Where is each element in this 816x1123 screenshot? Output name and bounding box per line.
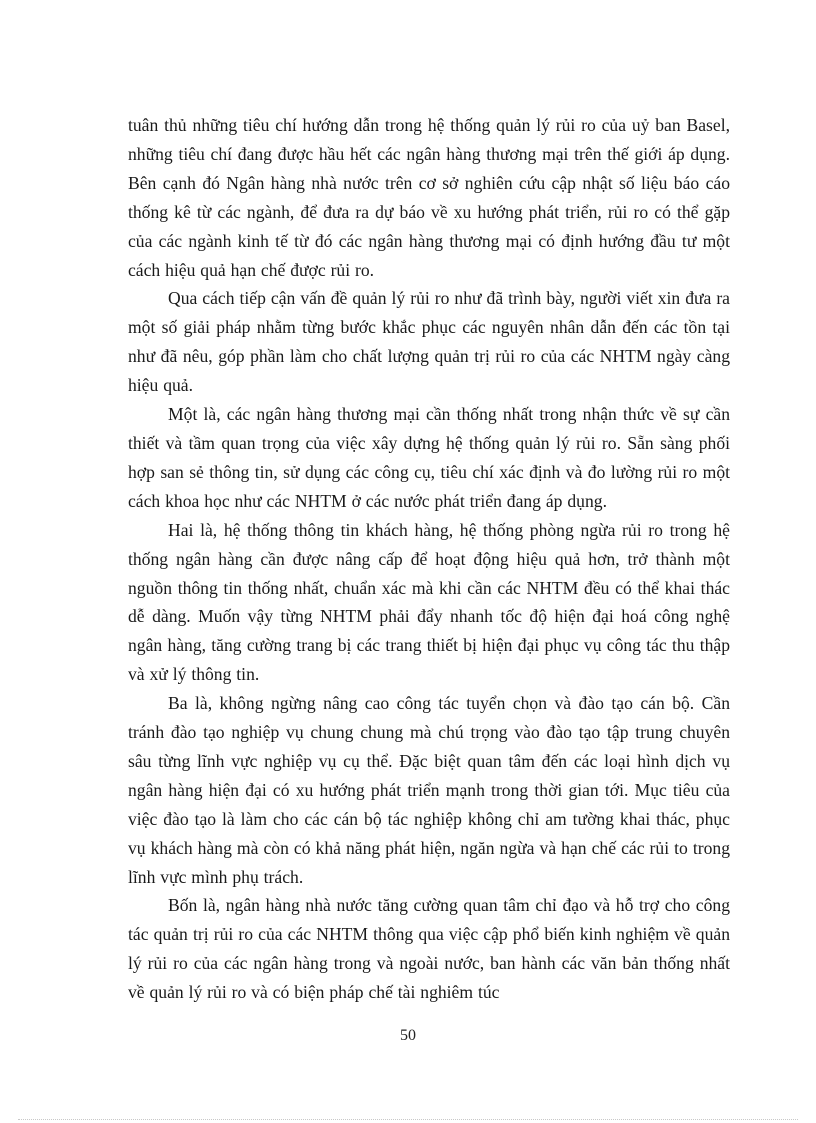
- page-number: 50: [400, 1027, 416, 1044]
- paragraph-solution-two: Hai là, hệ thống thông tin khách hàng, hệ thống phòng ngừa rủi ro trong hệ thống ngân hàng cần được nâng cấp để hoạt động hiệu quả hơn, trở thành một nguồn thông tin thống nhất, chuẩn xác mà khi cần các NHTM đều có thể khai thác dễ dàng. Muốn vậy từng NHTM phải đẩy nhanh tốc độ hiện đại hoá công nghệ ngân hàng, tăng cường trang bị các trang thiết bị hiện đại phục vụ công tác thu thập và xử lý thông tin.: [128, 519, 730, 685]
- paragraph-solution-four: Bốn là, ngân hàng nhà nước tăng cường quan tâm chỉ đạo và hỗ trợ cho công tác quản trị rủi ro của các NHTM thông qua việc cập phổ biến kinh nghiệm về quản lý rủi ro của các ngân hàng trong và ngoài nước, ban hành các văn bản thống nhất về quản lý rủi ro và có biện pháp chế tài nghiêm túc: [128, 895, 730, 1003]
- body-text: [128, 111, 730, 1007]
- paragraph-approach: Qua cách tiếp cận vấn đề quản lý rủi ro như đã trình bày, người viết xin đưa ra một số giải pháp nhằm từng bước khắc phục các nguyên nhân dẫn đến các tồn tại như đã nêu, góp phần làm cho chất lượng quản trị rủi ro của các NHTM ngày càng hiệu quả.: [128, 288, 730, 396]
- paragraph-continuation: tuân thủ những tiêu chí hướng dẫn trong hệ thống quản lý rủi ro của uỷ ban Basel, những tiêu chí đang được hầu hết các ngân hàng thương mại trên thế giới áp dụng. Bên cạnh đó Ngân hàng nhà nước trên cơ sở nghiên cứu cập nhật số liệu báo cáo thống kê từ các ngành, để đưa ra dự báo về xu hướng phát triển, rủi ro có thể gặp của các ngành kinh tế từ đó các ngân hàng thương mại có định hướng đầu tư một cách hiệu quả hạn chế được rủi ro.: [128, 115, 730, 280]
- paragraph-solution-one: Một là, các ngân hàng thương mại cần thống nhất trong nhận thức về sự cần thiết và tầm quan trọng của việc xây dựng hệ thống quản lý rủi ro. Sẵn sàng phối hợp san sẻ thông tin, sử dụng các công cụ, tiêu chí xác định và đo lường rủi ro một cách khoa học như các NHTM ở các nước phát triển đang áp dụng.: [128, 404, 730, 511]
- page-bottom-divider: [18, 1119, 798, 1120]
- paragraph-solution-three: Ba là, không ngừng nâng cao công tác tuyển chọn và đào tạo cán bộ. Cần tránh đào tạo nghiệp vụ chung chung mà chú trọng vào đào tạo tập trung chuyên sâu từng lĩnh vực nghiệp vụ cụ thể. Đặc biệt quan tâm đến các loại hình dịch vụ ngân hàng hiện đại có xu hướng phát triển mạnh trong thời gian tới. Mục tiêu của việc đào tạo là làm cho các cán bộ tác nghiệp không chỉ am tường khai thác, phục vụ khách hàng mà còn có khả năng phát hiện, ngăn ngừa và hạn chế các rủi to trong lĩnh vực mình phụ trách.: [128, 693, 730, 887]
